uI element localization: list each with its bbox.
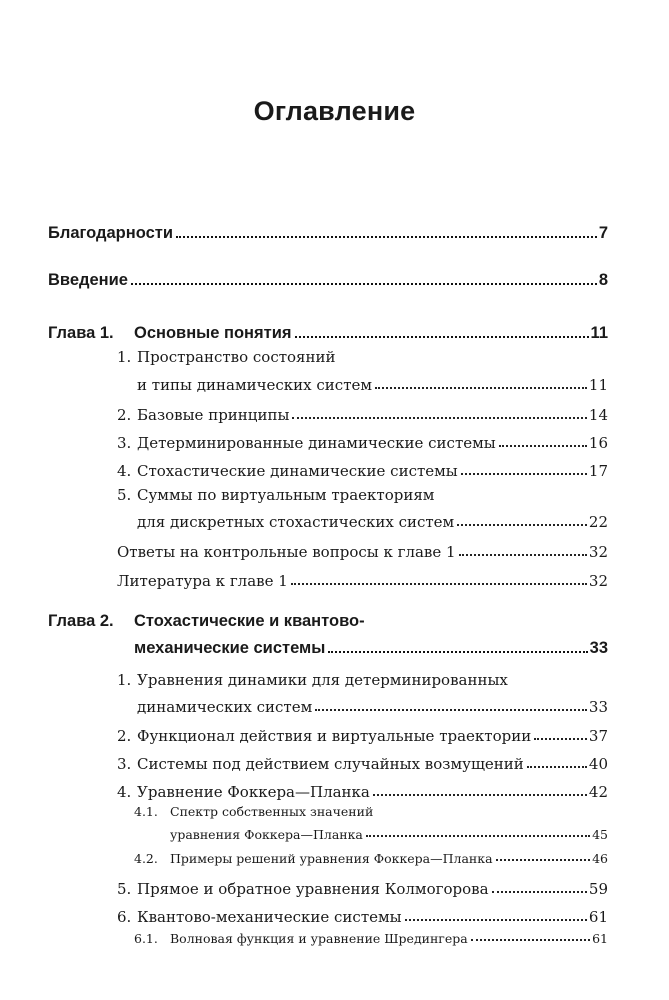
toc-page-number: 40: [588, 755, 608, 773]
section-label: Уравнение Фоккера—Планка: [137, 783, 370, 801]
toc-section-2-4[interactable]: [117, 773, 608, 801]
subsection-number: 6.1.: [134, 931, 158, 946]
section-label: Квантово-механические системы: [137, 908, 402, 926]
section-label: Литература к главе 1: [117, 572, 288, 590]
toc-section-2-5[interactable]: [117, 870, 608, 898]
section-number: 2.: [117, 406, 132, 424]
toc-section-2-2[interactable]: [117, 717, 608, 745]
toc-page-number: 17: [588, 462, 608, 480]
section-label: для дискретных стохастических систем: [137, 513, 455, 531]
toc-page-number: 42: [588, 783, 608, 801]
toc-page-number: 16: [588, 434, 608, 452]
toc-page-number: 46: [592, 851, 608, 866]
toc-subsection-4-1[interactable]: [134, 818, 608, 842]
toc-entry-label: Благодарности: [48, 224, 173, 242]
toc-entry-acknowledgements[interactable]: [48, 215, 608, 243]
toc-section-1-1[interactable]: [117, 366, 608, 394]
section-label: Базовые принципы: [137, 406, 290, 424]
subsection-label: Примеры решений уравнения Фоккера—Планка: [170, 851, 493, 866]
toc-page-number: 37: [588, 727, 608, 745]
leader-dots: [295, 336, 589, 338]
leader-dots: [292, 417, 587, 419]
chapter-title: механические системы: [134, 639, 326, 657]
section-label: и типы динамических систем: [137, 376, 373, 394]
toc-page-number: 8: [598, 271, 608, 289]
toc-page-number: 11: [590, 324, 608, 342]
section-number: 3.: [117, 434, 132, 452]
section-number: 3.: [117, 755, 132, 773]
toc-page-number: 45: [592, 827, 608, 842]
toc-subsection-4-2[interactable]: [134, 842, 608, 866]
toc-section-1-2[interactable]: [117, 396, 608, 424]
leader-dots: [176, 236, 597, 238]
leader-dots: [328, 651, 587, 653]
section-label: Пространство состояний: [137, 348, 336, 366]
section-label: Прямое и обратное уравнения Колмогорова: [137, 880, 489, 898]
toc-page-number: 33: [588, 698, 608, 716]
toc-page-number: 61: [592, 931, 608, 946]
toc-section-1-5[interactable]: [117, 503, 608, 531]
section-number: 4.: [117, 462, 132, 480]
chapter-number: Глава 1.: [48, 324, 114, 342]
section-label: Функционал действия и виртуальные траектории: [137, 727, 532, 745]
toc-page-number: 32: [588, 572, 608, 590]
leader-dots: [534, 738, 587, 740]
section-number: 1.: [117, 671, 132, 689]
section-label: динамических систем: [137, 698, 313, 716]
section-number: 5.: [117, 880, 132, 898]
toc-page-number: 14: [588, 406, 608, 424]
leader-dots: [366, 835, 590, 837]
leader-dots: [499, 445, 587, 447]
toc-section-1-3[interactable]: [117, 424, 608, 452]
section-number: 1.: [117, 348, 132, 366]
toc-page-number: 22: [588, 513, 608, 531]
toc-chapter-1[interactable]: [48, 315, 608, 343]
chapter-title: Основные понятия: [134, 324, 292, 342]
section-label: Системы под действием случайных возмущений: [137, 755, 524, 773]
toc-page-number: 61: [588, 908, 608, 926]
leader-dots: [375, 387, 587, 389]
chapter-number: Глава 2.: [48, 612, 114, 630]
toc-entry-introduction[interactable]: [48, 262, 608, 290]
subsection-label: Спектр собственных значений: [170, 804, 374, 819]
section-label: Детерминированные динамические системы: [137, 434, 496, 452]
toc-section-1-4[interactable]: [117, 452, 608, 480]
subsection-label: Волновая функция и уравнение Шредингера: [170, 931, 468, 946]
section-number: 2.: [117, 727, 132, 745]
leader-dots: [471, 939, 590, 941]
section-number: 6.: [117, 908, 132, 926]
toc-page-number: 33: [589, 639, 608, 657]
leader-dots: [496, 859, 591, 861]
toc-literature-chapter-1[interactable]: [117, 562, 608, 590]
leader-dots: [492, 891, 587, 893]
toc-page-number: 11: [588, 376, 608, 394]
toc-subsection-6-1[interactable]: [134, 922, 608, 946]
subsection-number: 4.1.: [134, 804, 158, 819]
toc-page-number: 7: [598, 224, 608, 242]
toc-chapter-2[interactable]: [48, 630, 608, 658]
toc-entry-label: Введение: [48, 271, 128, 289]
leader-dots: [461, 473, 587, 475]
subsection-number: 4.2.: [134, 851, 158, 866]
section-label: Стохастические динамические системы: [137, 462, 458, 480]
toc-section-2-1[interactable]: [117, 688, 608, 716]
toc-section-2-3[interactable]: [117, 745, 608, 773]
leader-dots: [315, 709, 587, 711]
toc-page-number: 32: [588, 543, 608, 561]
leader-dots: [405, 919, 587, 921]
toc-answers-chapter-1[interactable]: [117, 533, 608, 561]
section-label: Ответы на контрольные вопросы к главе 1: [117, 543, 456, 561]
section-label: Суммы по виртуальным траекториям: [137, 486, 435, 504]
leader-dots: [291, 583, 587, 585]
toc-page-number: 59: [588, 880, 608, 898]
leader-dots: [131, 283, 597, 285]
leader-dots: [459, 554, 587, 556]
section-label: Уравнения динамики для детерминированных: [137, 671, 508, 689]
leader-dots: [457, 524, 587, 526]
leader-dots: [373, 794, 587, 796]
chapter-title: Стохастические и квантово-: [134, 612, 365, 630]
section-number: 4.: [117, 783, 132, 801]
page-title: Оглавление: [253, 96, 416, 126]
section-number: 5.: [117, 486, 132, 504]
leader-dots: [527, 766, 587, 768]
subsection-label: уравнения Фоккера—Планка: [170, 827, 363, 842]
